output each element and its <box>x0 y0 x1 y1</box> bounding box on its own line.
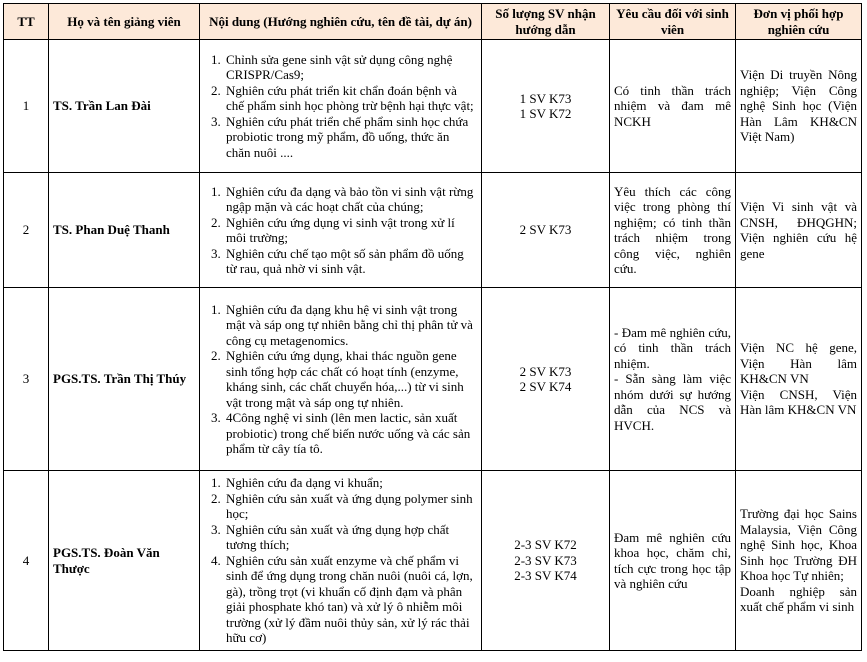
row-number: 4 <box>4 471 49 651</box>
partner-organizations: Viện Vi sinh vật và CNSH, ĐHQGHN; Viện nghiên cứu hệ gene <box>736 173 862 288</box>
row-number: 3 <box>4 288 49 471</box>
quota-line: 2-3 SV K72 <box>514 537 577 553</box>
topic-item: 2. Nghiên cứu ứng dụng vi sinh vật trong xử lí môi trường; <box>224 215 477 246</box>
student-quota <box>482 173 610 288</box>
student-requirements <box>610 288 736 471</box>
requirement-line: - Sẵn sàng làm việc nhóm dưới sự hướng dẫn của NCS và HVCH. <box>614 371 731 433</box>
partner-organizations <box>736 288 862 471</box>
topic-item: 4. Nghiên cứu sản xuất enzyme và chế phẩm vi sinh để ứng dụng trong chăn nuôi (nuôi cá, lợn, gà), trồng trọt (vi khuẩn cố định đạm và phân giải phosphate khó tan) và xử lý ô nhiễm môi trường (xử lý đầm nuôi thủy sản, xử lý rác thải hữu cơ) <box>224 553 477 646</box>
research-topics <box>200 173 482 288</box>
table-row <box>4 40 862 173</box>
student-requirements: Yêu thích các công việc trong phòng thí nghiệm; có tinh thần trách nhiệm trong công việc, nghiên cứu. <box>610 173 736 288</box>
student-requirements: Có tinh thần trách nhiệm và đam mê NCKH <box>610 40 736 173</box>
topic-item: 1. Nghiên cứu đa dạng vi khuẩn; <box>224 475 477 491</box>
lecturer-name: PGS.TS. Đoàn Văn Thược <box>49 471 200 651</box>
topic-item: 1. Nghiên cứu đa dạng và bảo tồn vi sinh vật rừng ngập mặn và các hoạt chất của chúng; <box>224 184 477 215</box>
quota-line: 1 SV K72 <box>519 106 572 121</box>
topic-item: 1. Chỉnh sửa gene sinh vật sử dụng công nghệ CRISPR/Cas9; <box>224 52 477 83</box>
student-quota <box>482 471 610 651</box>
table-row <box>4 471 862 651</box>
quota-line: 2-3 SV K73 <box>514 552 577 568</box>
quota-line: 1 SV K73 <box>519 90 572 106</box>
lecturer-name: TS. Trần Lan Đài <box>49 40 200 173</box>
requirement-line: - Đam mê nghiên cứu, có tinh thần trách nhiệm. <box>614 324 731 371</box>
topic-item: 3. Nghiên cứu chế tạo một số sản phẩm đồ uống từ rau, quả nhờ vi sinh vật. <box>224 246 477 277</box>
header-row <box>4 4 862 40</box>
topic-item: 1. Nghiên cứu đa dạng khu hệ vi sinh vật trong mật và sáp ong tự nhiên bằng chỉ thị phân tử và công cụ metagenomics. <box>224 302 477 349</box>
topic-item: 3. 4Công nghệ vi sinh (lên men lactic, sản xuất probiotic) trong chế biến nước uống và các sản phẩm từ cây tía tô. <box>224 410 477 457</box>
topic-item: 2. Nghiên cứu sản xuất và ứng dụng polymer sinh học; <box>224 491 477 522</box>
lecturer-name: TS. Phan Duệ Thanh <box>49 173 200 288</box>
partner-line: Trường đại học Sains Malaysia, Viện Công nghệ Sinh học, Khoa Sinh học Trường ĐH Khoa học Tự nhiên; <box>740 506 857 584</box>
header-requirements: Yêu cầu đối với sinh viên <box>610 4 736 40</box>
student-quota <box>482 40 610 173</box>
research-topics <box>200 40 482 173</box>
topic-item: 3. Nghiên cứu phát triển chế phẩm sinh học chứa probiotic trong mỹ phẩm, đồ uống, thức ăn chăn nuôi .... <box>224 114 477 161</box>
partner-line: Doanh nghiệp sản xuất chế phẩm vi sinh <box>740 583 857 615</box>
partner-line: Viện NC hệ gene, Viện Hàn lâm KH&CN VN <box>740 340 857 387</box>
lecturer-name: PGS.TS. Trần Thị Thúy <box>49 288 200 471</box>
quota-line: 2 SV K74 <box>519 379 572 394</box>
partner-organizations <box>736 471 862 651</box>
partner-line: Viện CNSH, Viện Hàn lâm KH&CN VN <box>740 386 857 418</box>
quota-line: 2 SV K73 <box>519 222 572 238</box>
partner-organizations: Viện Di truyền Nông nghiệp; Viện Công nghệ Sinh học (Viện Hàn Lâm KH&CN Việt Nam) <box>736 40 862 173</box>
table-row <box>4 288 862 471</box>
header-partners: Đơn vị phối hợp nghiên cứu <box>736 4 862 40</box>
student-quota <box>482 288 610 471</box>
header-tt: TT <box>4 4 49 40</box>
header-content: Nội dung (Hướng nghiên cứu, tên đề tài, dự án) <box>200 4 482 40</box>
topic-item: 3. Nghiên cứu sản xuất và ứng dụng hợp chất tương thích; <box>224 522 477 553</box>
header-name: Họ và tên giảng viên <box>49 4 200 40</box>
topic-item: 2. Nghiên cứu ứng dụng, khai thác nguồn gene sinh tổng hợp các chất có hoạt tính (enzyme, kháng sinh, các chất chuyển hóa,...) từ vi sinh vật trong mật và sáp ong tự nhiên. <box>224 348 477 410</box>
table-row <box>4 173 862 288</box>
header-students: Số lượng SV nhận hướng dẫn <box>482 4 610 40</box>
row-number: 2 <box>4 173 49 288</box>
quota-line: 2 SV K73 <box>519 363 572 379</box>
research-topics <box>200 471 482 651</box>
row-number: 1 <box>4 40 49 173</box>
student-requirements: Đam mê nghiên cứu khoa học, chăm chỉ, tích cực trong học tập và nghiên cứu <box>610 471 736 651</box>
quota-line: 2-3 SV K74 <box>514 568 577 584</box>
lecturer-research-table <box>3 3 862 651</box>
topic-item: 2. Nghiên cứu phát triển kit chẩn đoán bệnh và chế phẩm sinh học phòng trừ bệnh hại thực vật; <box>224 83 477 114</box>
research-topics <box>200 288 482 471</box>
